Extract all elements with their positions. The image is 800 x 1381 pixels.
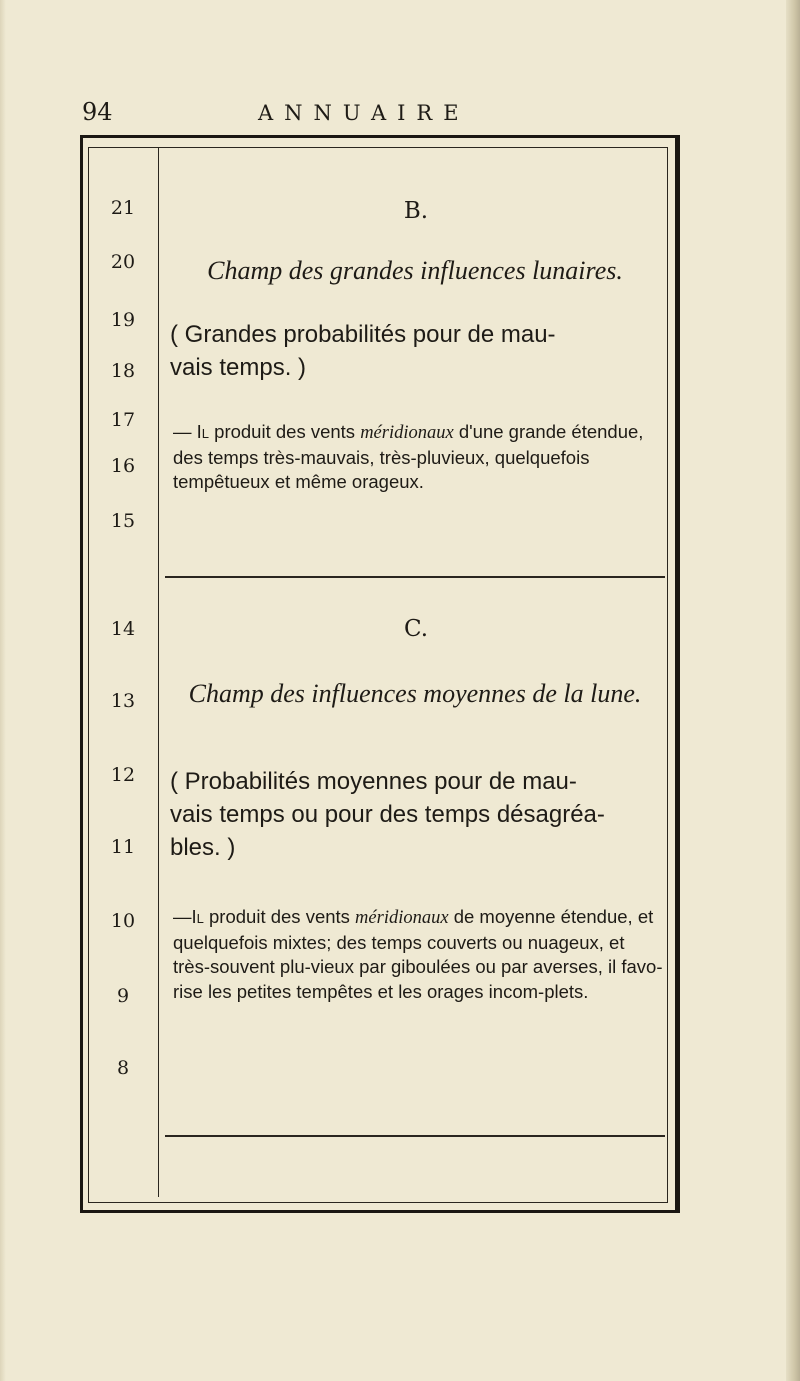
text-segment: produit des vents (209, 421, 361, 442)
dash: — (173, 906, 192, 927)
row-number: 20 (110, 251, 136, 273)
row-number: 16 (110, 455, 136, 477)
italic-word: méridionaux (360, 423, 454, 443)
section-divider (165, 576, 665, 578)
row-number: 14 (110, 618, 136, 640)
row-number: 21 (110, 197, 136, 219)
page-number: 94 (82, 98, 113, 126)
row-number: 10 (110, 910, 136, 932)
text-segment: de moyenne étendue, et quelquefois mixtes; des temps couverts ou nuageux, et très-souvent plu-vieux par giboulées ou par averses, il favo-rise les petites tempêtes et les orages incom-plets. (173, 906, 663, 1002)
section-c-probability: ( Probabilités moyennes pour de mau- vais temps ou pour des temps désagréa- bles. ) (170, 768, 605, 861)
row-number: 15 (110, 510, 136, 532)
row-number: 9 (116, 985, 130, 1007)
page-shadow (0, 0, 6, 1381)
text-segment: produit des vents (203, 906, 356, 927)
row-number: 19 (110, 309, 136, 331)
page-edge (786, 0, 800, 1381)
small-caps-word: Il (196, 421, 210, 442)
running-title: ANNUAIRE (258, 101, 470, 125)
row-number: 18 (110, 360, 136, 382)
row-number: 11 (110, 836, 136, 858)
column-divider (158, 147, 159, 1197)
row-number: 8 (116, 1057, 130, 1079)
section-c-title: Champ des influences moyennes de la lune. (188, 679, 642, 708)
section-b-letter: B. (403, 198, 429, 224)
small-caps-word: Il (191, 906, 204, 927)
row-number: 12 (110, 764, 136, 786)
section-c-letter: C. (403, 616, 429, 642)
section-divider (165, 1135, 665, 1137)
dash: — (173, 421, 197, 442)
section-c-text (173, 905, 665, 1004)
section-b-title: Champ des grandes influences lunaires. (207, 256, 623, 285)
text-segment: d'une grande étendue, des temps très-mauvais, très-pluvieux, quelquefois tempêtueux et même orageux. (173, 421, 644, 492)
table-inner-border (88, 147, 668, 1203)
section-b-text (173, 420, 665, 495)
italic-word: méridionaux (355, 908, 449, 928)
row-number: 17 (110, 409, 136, 431)
row-number: 13 (110, 690, 136, 712)
section-b-probability: ( Grandes probabilités pour de mau- vais temps. ) (170, 321, 556, 381)
